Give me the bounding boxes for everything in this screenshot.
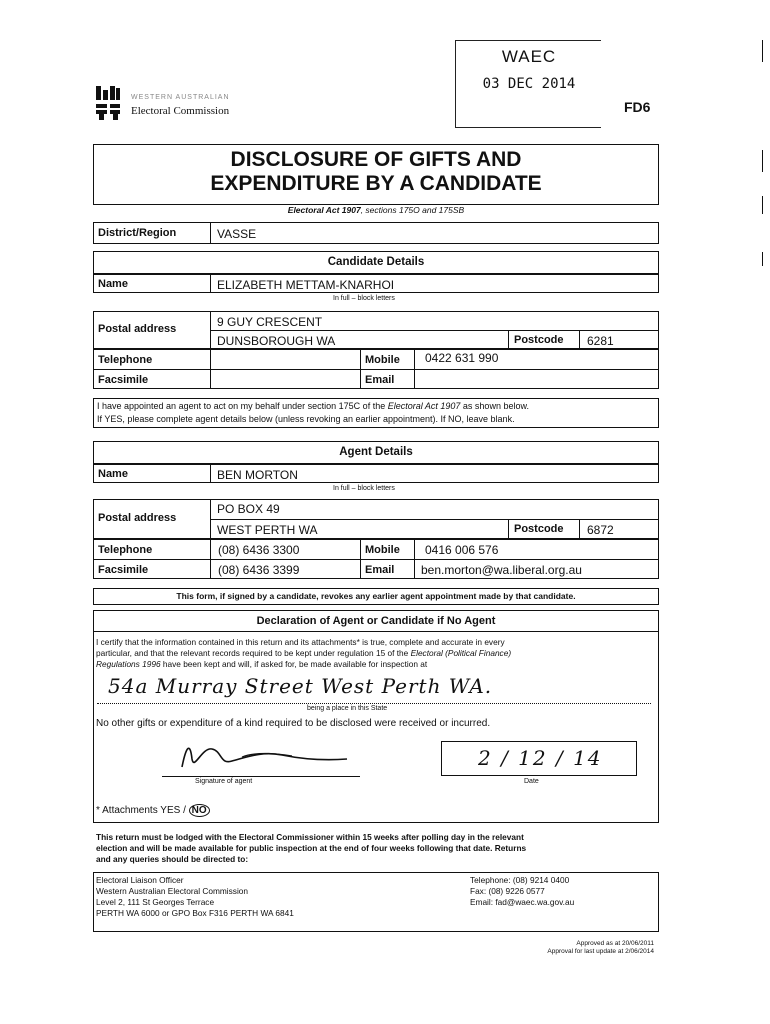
district-row bbox=[93, 222, 659, 244]
act-name: Electoral Act 1907 bbox=[287, 205, 361, 215]
appointment-line1-b: as shown below. bbox=[460, 401, 529, 411]
footer-line2: Approval for last update at 2/06/2014 bbox=[547, 948, 654, 955]
candidate-postal-line2[interactable]: DUNSBOROUGH WA bbox=[217, 334, 336, 348]
candidate-mobile-label: Mobile bbox=[365, 354, 400, 366]
act-reference bbox=[93, 205, 659, 215]
agent-signature[interactable] bbox=[172, 737, 372, 779]
candidate-heading: Candidate Details bbox=[327, 256, 425, 268]
margin-mark bbox=[762, 40, 763, 62]
agent-telephone-value[interactable]: (08) 6436 3300 bbox=[218, 543, 300, 557]
candidate-fax-label: Facsimile bbox=[98, 374, 149, 386]
agent-telephone-label: Telephone bbox=[98, 544, 153, 556]
declaration-para-line2-act: Electoral (Political Finance) bbox=[410, 648, 512, 658]
candidate-postal-label: Postal address bbox=[98, 323, 177, 335]
stamp-org: WAEC bbox=[501, 47, 557, 66]
district-value[interactable]: VASSE bbox=[217, 227, 257, 241]
lodge-note-line3: and any queries should be directed to: bbox=[96, 854, 249, 864]
inspection-place-handwritten[interactable]: 54a Murray Street West Perth WA. bbox=[108, 674, 493, 698]
appointment-line1 bbox=[97, 401, 529, 411]
agent-mobile-value[interactable]: 0416 006 576 bbox=[425, 543, 499, 557]
candidate-name-value[interactable]: ELIZABETH METTAM-KNARHOI bbox=[217, 278, 395, 292]
appointment-line1-act: Electoral Act 1907 bbox=[387, 401, 461, 411]
declaration-para-line2 bbox=[96, 648, 511, 658]
agent-postal-line2[interactable]: WEST PERTH WA bbox=[217, 523, 318, 537]
logo-line1: WESTERN AUSTRALIAN bbox=[131, 94, 230, 101]
form-title-line2: EXPENDITURE BY A CANDIDATE bbox=[210, 172, 542, 195]
lodge-note-line2: election and will be made available for public inspection at the end of four weeks following that date. Returns bbox=[96, 843, 527, 853]
contact-org-line2: Western Australian Electoral Commission bbox=[96, 886, 249, 896]
declaration-para-line1: I certify that the information contained in this return and its attachments* is true, complete and accurate in every bbox=[96, 637, 505, 647]
contact-email[interactable]: Email: fad@waec.wa.gov.au bbox=[470, 897, 575, 907]
signature-label: Signature of agent bbox=[195, 778, 253, 785]
agent-email-label: Email bbox=[365, 564, 395, 576]
margin-mark bbox=[762, 252, 763, 266]
contact-fax: Fax: (08) 9226 0577 bbox=[470, 886, 545, 896]
declaration-para-line2-a: particular, and that the relevant records required to be kept under regulation 15 of the bbox=[96, 648, 411, 658]
contact-org-line4: PERTH WA 6000 or GPO Box F316 PERTH WA 6841 bbox=[96, 908, 294, 918]
candidate-name-label: Name bbox=[98, 278, 128, 290]
attachments-label bbox=[96, 805, 210, 816]
declaration-para-line3 bbox=[96, 659, 427, 669]
agent-email-value[interactable]: ben.morton@wa.liberal.org.au bbox=[421, 563, 582, 577]
agent-mobile-label: Mobile bbox=[365, 544, 400, 556]
candidate-email-label: Email bbox=[365, 374, 395, 386]
received-stamp bbox=[455, 40, 601, 128]
district-label: District/Region bbox=[98, 227, 177, 239]
act-sections: , sections 175O and 175SB bbox=[360, 205, 465, 215]
agent-fax-label: Facsimile bbox=[98, 564, 149, 576]
margin-mark bbox=[762, 196, 763, 214]
agent-postal-line1[interactable]: PO BOX 49 bbox=[217, 502, 280, 516]
declaration-para-line3-reg: Regulations 1996 bbox=[96, 659, 161, 669]
revoke-note: This form, if signed by a candidate, revokes any earlier agent appointment made by that candidate. bbox=[176, 591, 576, 601]
candidate-name-hint: In full – block letters bbox=[333, 295, 395, 302]
agent-fax-value[interactable]: (08) 6436 3399 bbox=[218, 563, 300, 577]
contact-telephone: Telephone: (08) 9214 0400 bbox=[470, 875, 570, 885]
declaration-para-line3-b: have been kept and will, if asked for, be made available for inspection at bbox=[160, 659, 428, 669]
margin-mark bbox=[762, 150, 763, 172]
agent-name-value[interactable]: BEN MORTON bbox=[217, 468, 298, 482]
inspection-place-hint: being a place in this State bbox=[307, 705, 388, 712]
candidate-postcode-label: Postcode bbox=[514, 334, 564, 346]
contact-org-line3: Level 2, 111 St Georges Terrace bbox=[96, 897, 215, 907]
logo-line2: Electoral Commission bbox=[131, 105, 230, 117]
agent-name-row bbox=[93, 464, 659, 483]
contact-org-line1: Electoral Liaison Officer bbox=[96, 875, 184, 885]
agent-postal-label: Postal address bbox=[98, 512, 177, 524]
form-code: FD6 bbox=[624, 99, 651, 115]
appointment-line1-a: I have appointed an agent to act on my behalf under section 175C of the bbox=[97, 401, 388, 411]
agent-name-label: Name bbox=[98, 468, 128, 480]
footer-line1: Approved as at 20/06/2011 bbox=[576, 940, 654, 947]
declaration-heading: Declaration of Agent or Candidate if No Agent bbox=[256, 615, 496, 627]
agent-heading: Agent Details bbox=[339, 446, 413, 458]
form-title-line1: DISCLOSURE OF GIFTS AND bbox=[230, 148, 522, 171]
attachments-no[interactable]: NO bbox=[189, 804, 210, 817]
date-value[interactable]: 2 / 12 / 14 bbox=[478, 746, 603, 770]
candidate-postcode-value[interactable]: 6281 bbox=[587, 334, 614, 348]
candidate-mobile-value[interactable]: 0422 631 990 bbox=[425, 351, 499, 365]
lodge-note-line1: This return must be lodged with the Electoral Commissioner within 15 weeks after polling day in the relevant bbox=[96, 832, 524, 842]
agent-postcode-label: Postcode bbox=[514, 523, 564, 535]
appointment-line2: If YES, please complete agent details below (unless revoking an earlier appointment). If NO, leave blank. bbox=[97, 414, 515, 424]
stamp-date: 03 DEC 2014 bbox=[482, 76, 576, 92]
candidate-postal-line1[interactable]: 9 GUY CRESCENT bbox=[217, 315, 323, 329]
waec-logo-icon bbox=[96, 86, 122, 120]
candidate-telephone-label: Telephone bbox=[98, 354, 153, 366]
attachments-yes[interactable]: * Attachments YES / bbox=[96, 805, 186, 816]
date-label: Date bbox=[524, 778, 539, 785]
agent-postcode-value[interactable]: 6872 bbox=[587, 523, 614, 537]
agent-name-hint: In full – block letters bbox=[333, 485, 395, 492]
no-other-statement: No other gifts or expenditure of a kind required to be disclosed were received or incurred. bbox=[96, 718, 491, 729]
